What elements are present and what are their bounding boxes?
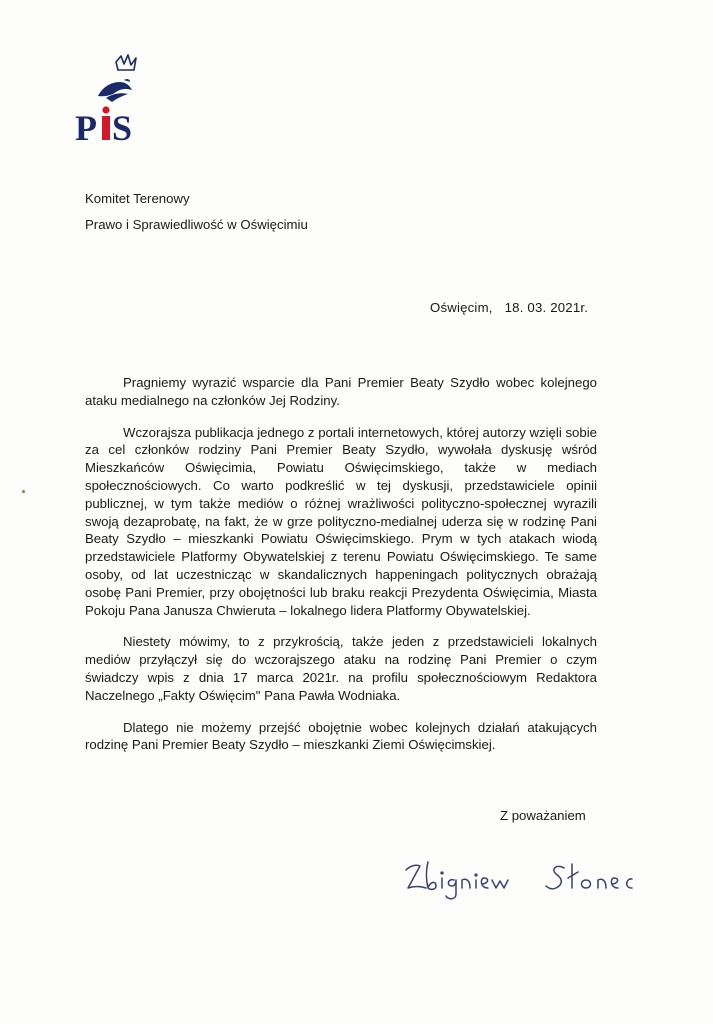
sender-line-2: Prawo i Sprawiedliwość w Oświęcimiu xyxy=(85,217,308,232)
svg-text:S: S xyxy=(112,108,133,148)
crown-icon xyxy=(116,55,136,70)
paragraph-2: Wczorajsza publikacja jednego z portali internetowych, której autorzy wzięli sobie za cel członków rodziny Pani Premier Beaty Szydło, wywołała dyskusję wśród Mieszkańców Oświęcimia, Powiatu Oświęcimskiego, także w mediach społecznościowych. Co warto podkreślić w tej dyskusji, przedstawiciele opinii publicznej, w tym także mediów o różnej wrażliwości polityczno-społecznej wyrazili swoją dezaprobatę, na fakt, że w grze polityczno-medialnej uderza się w rodzinę Pani Beaty Szydło – mieszkanki Powiatu Oświęcimskiego. Prym w tych atakach wiodą przedstawiciele Platformy Obywatelskiej z terenu Powiatu Oświęcimskiego. Te same osoby, od lat uczestnicząc w skandalicznych happeningach politycznych obrażają osobę Pani Premier, przy obojętności lub braku reakcji Prezydenta Oświęcimia, Miasta Pokoju Pana Janusza Chwieruta – lokalnego lidera Platformy Obywatelskiej. xyxy=(85,424,597,618)
scan-speck xyxy=(22,490,25,493)
handwritten-signature xyxy=(396,848,666,908)
pis-logo xyxy=(72,52,152,162)
paragraph-1: Pragniemy wyrazić wsparcie dla Pani Premier Beaty Szydło wobec kolejnego ataku medialnego na członków Jej Rodziny. xyxy=(85,375,597,408)
paragraph-4: Dlatego nie możemy przejść obojętnie wobec kolejnych działań atakujących rodzinę Pani Premier Beaty Szydło – mieszkanki Ziemi Oświęcimskiej. xyxy=(85,719,597,753)
date-place: Oświęcim, xyxy=(430,300,493,315)
sender-line-1: Komitet Terenowy xyxy=(85,191,190,206)
letter-body xyxy=(85,374,597,768)
closing-salutation: Z poważaniem xyxy=(500,808,586,823)
date-value: 18. 03. 2021r. xyxy=(504,300,589,315)
sender-address xyxy=(85,186,308,238)
svg-text:P: P xyxy=(75,108,97,148)
paragraph-3: Niestety mówimy, to z przykrością, także jeden z przedstawicieli lokalnych mediów przyłączył się do wczorajszego ataku na rodzinę Pani Premier o czym świadczy wpis z dnia 17 marca 2021r. na profilu społecznościowym Redaktora Naczelnego „Fakty Oświęcim" Pana Pawła Wodniaka. xyxy=(85,634,597,703)
letter-date xyxy=(430,300,588,315)
